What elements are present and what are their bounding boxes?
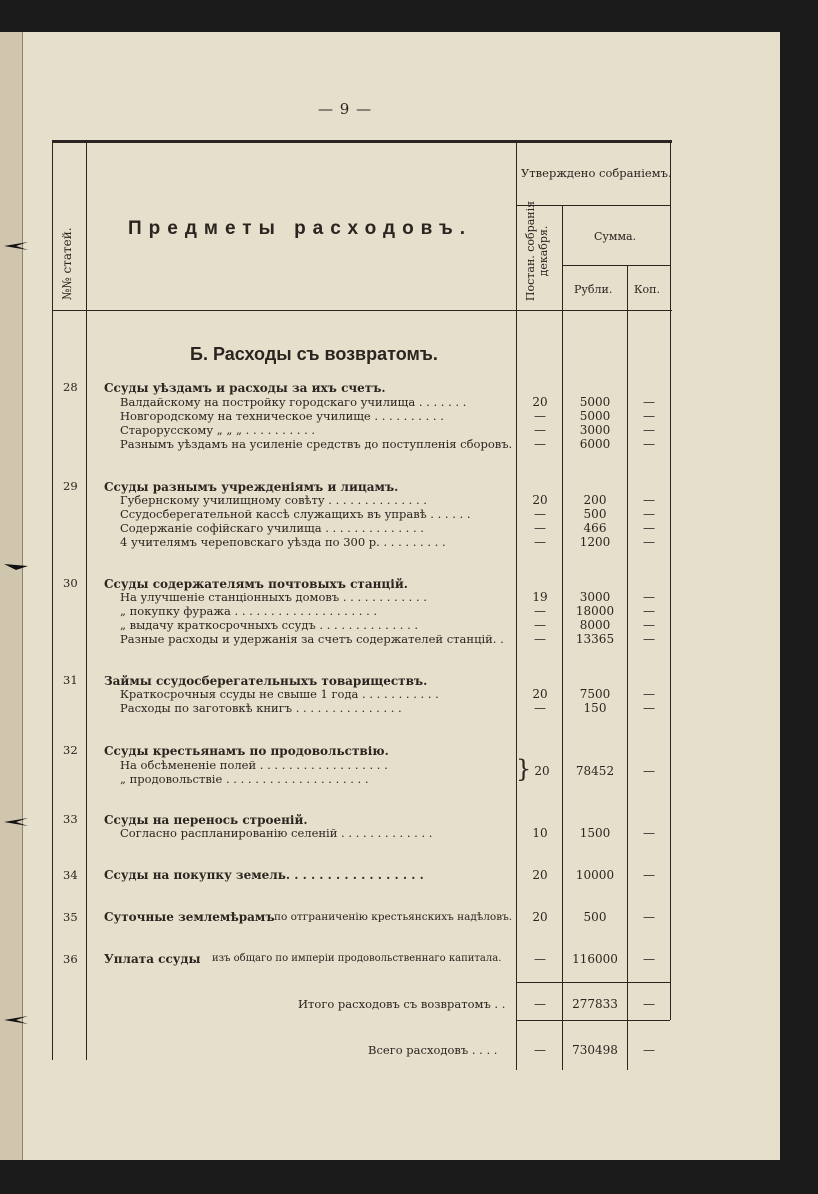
- kopecks-cell: —: [643, 952, 655, 966]
- kopecks-cell: —: [643, 764, 655, 778]
- header-rule: [562, 265, 670, 266]
- article-number: 31: [63, 673, 78, 687]
- resolution-cell: —: [534, 437, 546, 451]
- rubles-cell: 8000: [579, 618, 611, 632]
- rubles-cell: 116000: [572, 952, 618, 966]
- resolution-cell: 20: [532, 395, 548, 409]
- article-row: „ продовольствіе . . . . . . . . . . . . . . . . . . . .: [120, 772, 369, 786]
- article-title: Ссуды содержателямъ почтовыхъ станцій.: [104, 577, 408, 591]
- rubles-cell: 150: [583, 701, 607, 715]
- article-row: Разнымъ уѣздамъ на усиленіе средствъ до поступленія сборовъ.: [120, 437, 513, 451]
- total-all-rubles: 730498: [572, 1043, 618, 1057]
- total-return-label: Итого расходовъ съ возвратомъ . .: [298, 997, 506, 1011]
- rubles-cell: 1200: [579, 535, 611, 549]
- kopecks-cell: —: [643, 437, 655, 451]
- article-row: Согласно распланированію селеній . . . . . . . . . . . . .: [120, 826, 433, 840]
- col-divider: [562, 205, 563, 1070]
- resolution-cell: —: [534, 632, 546, 646]
- kopecks-cell: —: [643, 395, 655, 409]
- kopecks-cell: —: [643, 910, 655, 924]
- rubles-cell: 3000: [579, 423, 611, 437]
- article-title-rest: изъ общаго по имперіи продовольственнаго капитала.: [212, 953, 502, 964]
- header-expense-items: Предметы расходовъ.: [128, 218, 473, 239]
- article-number: 35: [63, 910, 78, 924]
- article-row: Губернскому училищному совѣту . . . . . . . . . . . . . .: [120, 493, 427, 507]
- rubles-cell: 5000: [579, 395, 611, 409]
- kopecks-cell: —: [643, 632, 655, 646]
- resolution-cell: —: [534, 997, 546, 1011]
- rubles-cell: 6000: [579, 437, 611, 451]
- rubles-cell: 1500: [579, 826, 611, 840]
- rubles-cell: 10000: [575, 868, 615, 882]
- resolution-cell: 20: [532, 910, 548, 924]
- rubles-cell: 200: [583, 493, 607, 507]
- binding-mark-icon: [2, 240, 30, 252]
- header-bottom-rule: [52, 310, 672, 311]
- col-divider: [516, 140, 517, 1070]
- header-kopecks: Коп.: [634, 283, 660, 296]
- rubles-cell: 13365: [575, 632, 615, 646]
- kopecks-cell: —: [643, 507, 655, 521]
- resolution-cell: 20: [532, 493, 548, 507]
- table-top-rule: [52, 140, 672, 143]
- resolution-cell: —: [534, 409, 546, 423]
- article-title: Уплата ссуды: [104, 952, 201, 966]
- resolution-cell: —: [534, 701, 546, 715]
- resolution-cell: 20: [532, 868, 548, 882]
- article-row: „ покупку фуража . . . . . . . . . . . . . . . . . . . .: [120, 604, 378, 618]
- rubles-cell: 3000: [579, 590, 611, 604]
- total-return-rubles: 277833: [572, 997, 618, 1011]
- binding-edge: [0, 32, 23, 1160]
- article-title: Ссуды разнымъ учрежденіямъ и лицамъ.: [104, 480, 399, 494]
- rubles-cell: 78452: [575, 764, 615, 778]
- resolution-cell: 10: [532, 826, 548, 840]
- resolution-cell: —: [534, 1043, 546, 1057]
- article-row: На обсѣмененіе полей . . . . . . . . . . . . . . . . . .: [120, 758, 388, 772]
- resolution-cell: 20: [532, 687, 548, 701]
- binding-mark-icon: [2, 1014, 30, 1026]
- article-title: Ссуды уѣздамъ и расходы за ихъ счетъ.: [104, 381, 386, 395]
- article-number: 30: [63, 576, 78, 590]
- kopecks-cell: —: [643, 1043, 655, 1057]
- article-title: Ссуды на перенось строеній.: [104, 813, 308, 827]
- article-title: Суточные землемѣрамъ: [104, 910, 275, 924]
- article-row: Валдайскому на постройку городскаго училища . . . . . . .: [120, 395, 467, 409]
- article-title-rest: по отграниченію крестьянскихъ надѣловъ.: [274, 911, 513, 923]
- resolution-cell: —: [534, 535, 546, 549]
- resolution-cell: 19: [532, 590, 548, 604]
- rubles-cell: 466: [583, 521, 607, 535]
- article-row: Ссудосберегательной кассѣ служащихъ въ управѣ . . . . . .: [120, 507, 471, 521]
- resolution-cell: —: [534, 521, 546, 535]
- kopecks-cell: —: [643, 701, 655, 715]
- article-number: 34: [63, 868, 78, 882]
- kopecks-cell: —: [643, 604, 655, 618]
- article-row: Старорусскому „ „ „ . . . . . . . . . .: [120, 423, 316, 437]
- kopecks-cell: —: [643, 521, 655, 535]
- kopecks-cell: —: [643, 535, 655, 549]
- resolution-cell: 20: [534, 764, 550, 778]
- kopecks-cell: —: [643, 997, 655, 1011]
- header-sum: Сумма.: [594, 230, 637, 243]
- rubles-cell: 7500: [579, 687, 611, 701]
- kopecks-cell: —: [643, 687, 655, 701]
- header-approved: Утверждено собраніемъ.: [521, 166, 672, 180]
- resolution-cell: —: [534, 507, 546, 521]
- article-title: Ссуды крестьянамъ по продовольствію.: [104, 744, 389, 758]
- kopecks-cell: —: [643, 618, 655, 632]
- article-row: Краткосрочныя ссуды не свыше 1 года . . . . . . . . . . .: [120, 687, 439, 701]
- rubles-cell: 500: [583, 910, 607, 924]
- article-row: „ выдачу краткосрочныхъ ссудъ . . . . . . . . . . . . . .: [120, 618, 419, 632]
- resolution-cell: —: [534, 952, 546, 966]
- rubles-cell: 18000: [575, 604, 615, 618]
- article-row: Расходы по заготовкѣ книгъ . . . . . . . . . . . . . . .: [120, 701, 402, 715]
- kopecks-cell: —: [643, 493, 655, 507]
- resolution-cell: —: [534, 604, 546, 618]
- kopecks-cell: —: [643, 590, 655, 604]
- header-rubles: Рубли.: [574, 283, 613, 296]
- rubles-cell: 500: [583, 507, 607, 521]
- col-divider: [86, 140, 87, 1060]
- kopecks-cell: —: [643, 826, 655, 840]
- article-number: 32: [63, 743, 78, 757]
- kopecks-cell: —: [643, 409, 655, 423]
- article-row: 4 учителямъ череповскаго уѣзда по 300 р. . . . . . . . . .: [120, 535, 446, 549]
- article-number: 28: [63, 380, 78, 394]
- article-row: Новгородскому на техническое училище . . . . . . . . . .: [120, 409, 444, 423]
- resolution-cell: —: [534, 423, 546, 437]
- article-row: На улучшеніе станціонныхъ домовъ . . . . . . . . . . . .: [120, 590, 427, 604]
- binding-mark-icon: [2, 816, 30, 828]
- header-resolution: Постан. собранія декабря.: [524, 200, 550, 302]
- article-number: 33: [63, 812, 78, 826]
- article-row: Содержаніе софійскаго училища . . . . . . . . . . . . . .: [120, 521, 424, 535]
- col-divider: [627, 265, 628, 1070]
- kopecks-cell: —: [643, 423, 655, 437]
- total-rule: [516, 1020, 670, 1021]
- article-title: Займы ссудосберегательныхъ товариществъ.: [104, 674, 428, 688]
- article-number: 29: [63, 479, 78, 493]
- resolution-cell: —: [534, 618, 546, 632]
- binding-mark-icon: [2, 560, 30, 572]
- section-title: Б. Расходы съ возвратомъ.: [190, 344, 438, 364]
- brace-glyph: }: [516, 755, 532, 783]
- total-all-label: Всего расходовъ . . . .: [368, 1043, 498, 1057]
- article-title: Ссуды на покупку земель. . . . . . . . . . . . . . . . .: [104, 868, 424, 882]
- table-left-border: [52, 140, 53, 1060]
- article-number: 36: [63, 952, 78, 966]
- header-article-number: №№ статей.: [60, 227, 74, 300]
- total-rule: [516, 982, 670, 983]
- rubles-cell: 5000: [579, 409, 611, 423]
- kopecks-cell: —: [643, 868, 655, 882]
- article-row: Разные расходы и удержанія за счетъ содержателей станцій. .: [120, 632, 504, 646]
- page-number: — 9 —: [318, 100, 373, 118]
- table-right-border: [670, 140, 671, 1020]
